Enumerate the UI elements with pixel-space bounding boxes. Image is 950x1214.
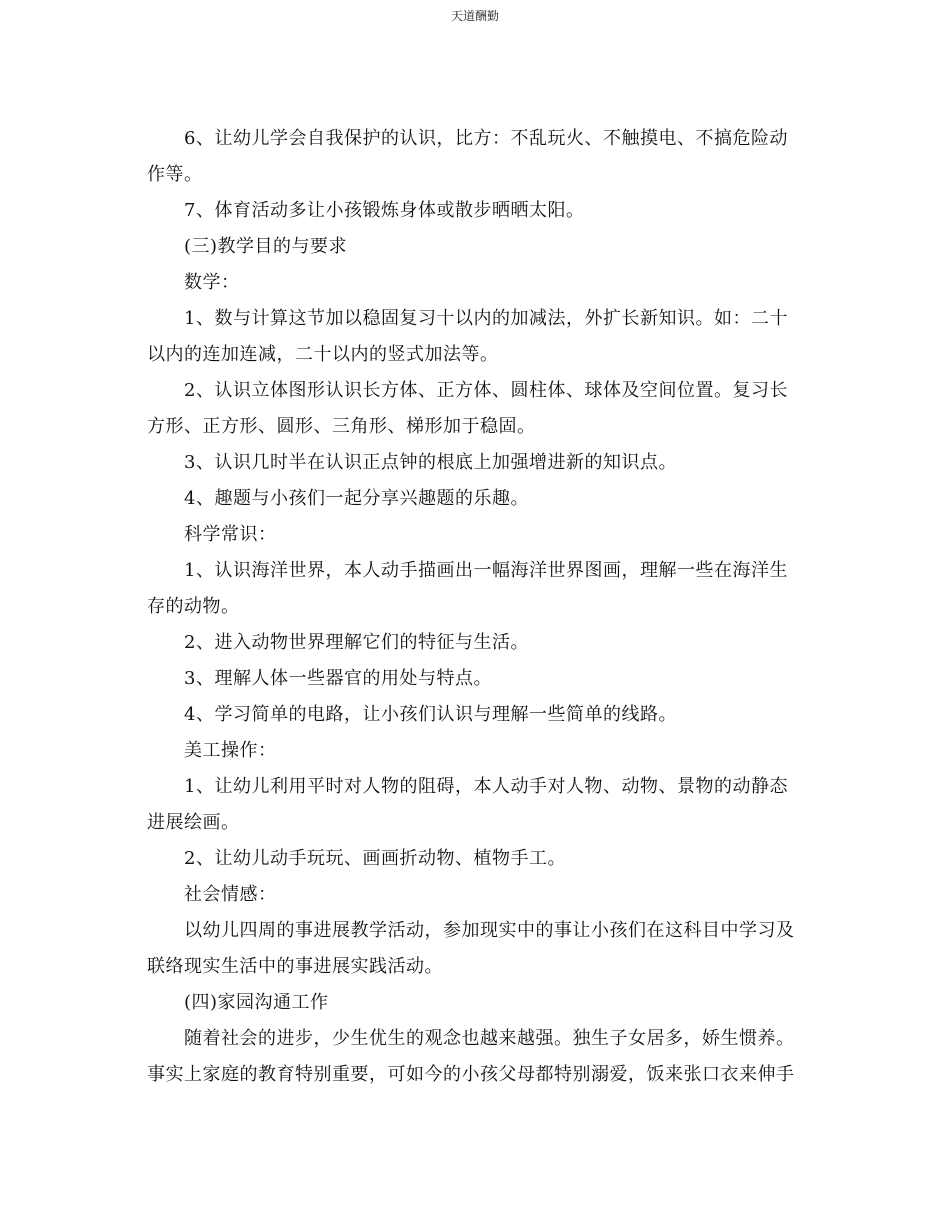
text-line: 3、认识几时半在认识正点钟的根底上加强增进新的知识点。	[184, 452, 677, 473]
text-line: 1、认识海洋世界，本人动手描画出一幅海洋世界图画，理解一些在海洋生	[184, 560, 788, 581]
text-line: 7、体育活动多让小孩锻炼身体或散步晒晒太阳。	[184, 200, 585, 221]
page-header: 天道酬勤	[450, 9, 499, 23]
text-line: 数学：	[184, 272, 240, 293]
text-line: 1、让幼儿利用平时对人物的阻碍，本人动手对人物、动物、景物的动静态	[184, 776, 788, 797]
text-line: 方形、正方形、圆形、三角形、梯形加于稳固。	[147, 416, 536, 437]
text-line: 以内的连加连减，二十以内的竖式加法等。	[147, 344, 499, 365]
text-line: 1、数与计算这节加以稳固复习十以内的加减法，外扩长新知识。如：二十	[184, 308, 788, 329]
text-line: (四)家园沟通工作	[184, 992, 329, 1013]
text-line: 科学常识：	[184, 524, 277, 545]
text-line: 事实上家庭的教育特别重要，可如今的小孩父母都特别溺爱，饭来张口衣来伸手	[147, 1064, 795, 1085]
text-line: 作等。	[147, 164, 203, 185]
text-line: 美工操作：	[184, 740, 277, 761]
text-line: (三)教学目的与要求	[184, 236, 348, 257]
text-line: 以幼儿四周的事进展教学活动，参加现实中的事让小孩们在这科目中学习及	[184, 920, 795, 941]
text-line: 存的动物。	[147, 596, 240, 617]
text-line: 4、学习简单的电路，让小孩们认识与理解一些简单的线路。	[184, 704, 677, 725]
text-line: 联络现实生活中的事进展实践活动。	[147, 956, 443, 977]
text-line: 社会情感：	[184, 884, 277, 905]
text-line: 2、认识立体图形认识长方体、正方体、圆柱体、球体及空间位置。复习长	[184, 380, 788, 401]
text-line: 2、进入动物世界理解它们的特征与生活。	[184, 632, 529, 653]
text-line: 4、趣题与小孩们一起分享兴趣题的乐趣。	[184, 488, 529, 509]
text-line: 6、让幼儿学会自我保护的认识，比方：不乱玩火、不触摸电、不搞危险动	[184, 128, 788, 149]
text-line: 进展绘画。	[147, 812, 240, 833]
text-line: 随着社会的进步，少生优生的观念也越来越强。独生子女居多，娇生惯养。	[184, 1028, 795, 1049]
text-line: 2、让幼儿动手玩玩、画画折动物、植物手工。	[184, 848, 566, 869]
document-body	[147, 121, 803, 1093]
text-line: 3、理解人体一些器官的用处与特点。	[184, 668, 492, 689]
